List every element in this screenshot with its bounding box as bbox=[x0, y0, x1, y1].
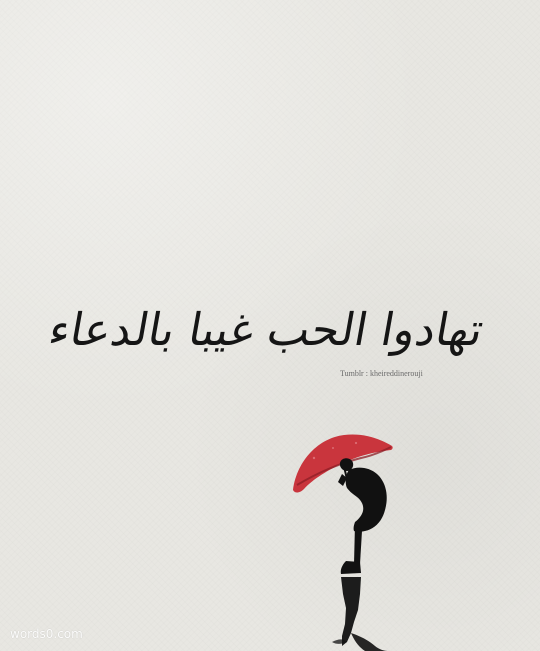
umbrella-silhouette-icon bbox=[285, 428, 405, 651]
calligraphy-credit: Tumblr : kheireddinerouji bbox=[340, 369, 423, 378]
calligraphy-text: تهادوا الحب غيبا بالدعاء bbox=[44, 303, 488, 356]
reflection bbox=[332, 577, 390, 651]
watermark: words0.com bbox=[10, 627, 83, 641]
